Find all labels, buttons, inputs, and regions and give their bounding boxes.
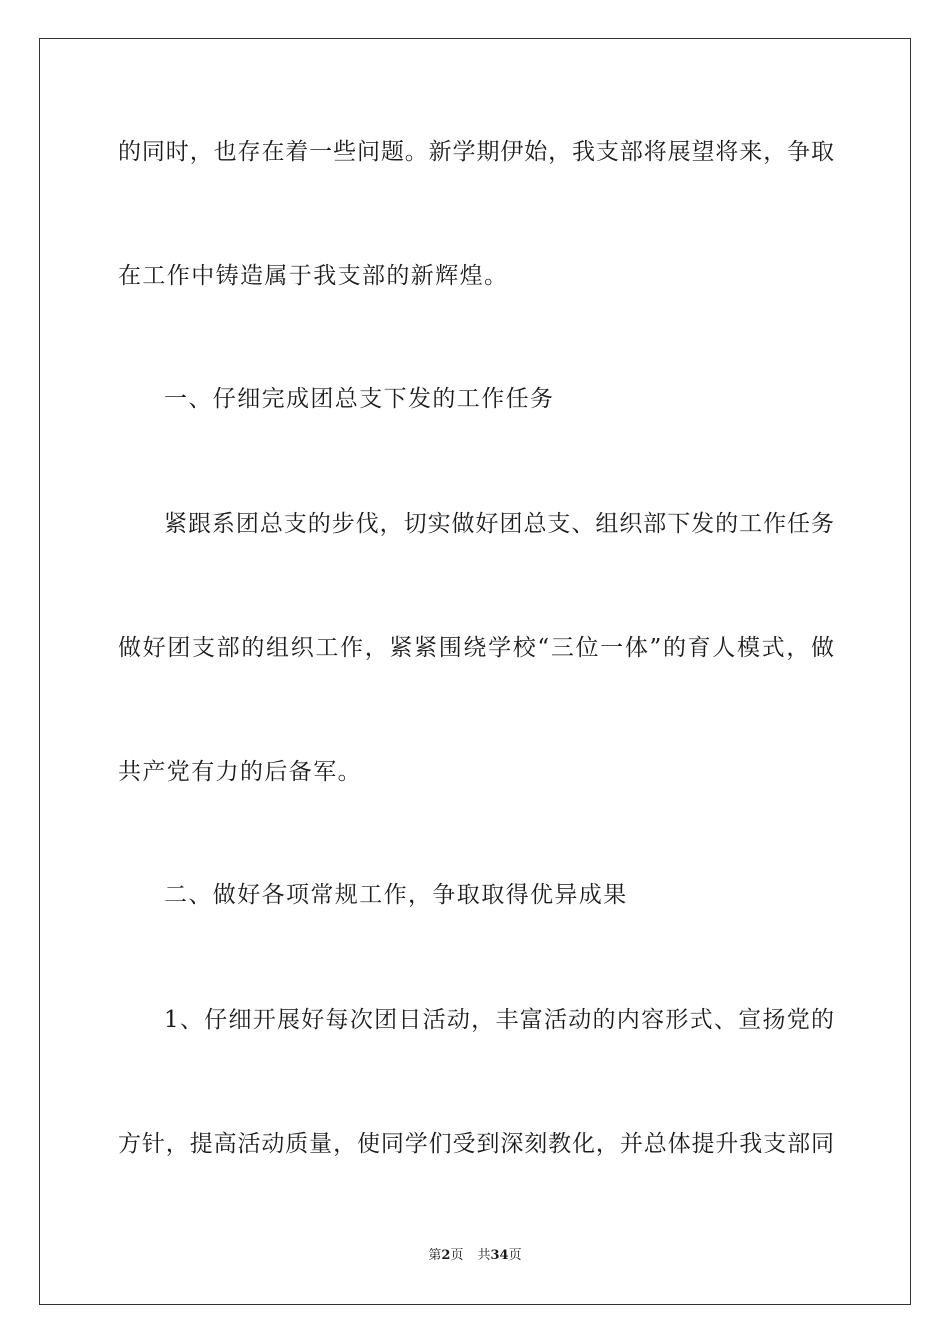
total-pages: 34 — [490, 1248, 509, 1263]
paragraph-line-9: 方针，提高活动质量，使同学们受到深刻教化，并总体提升我支部同 — [118, 1131, 834, 1157]
paragraph-line-4: 紧跟系团总支的步伐，切实做好团总支、组织部下发的工作任务 — [164, 511, 834, 537]
page-prefix: 第 — [428, 1248, 442, 1263]
paragraph-line-1: 的同时，也存在着一些问题。新学期伊始，我支部将展望将来，争取 — [118, 139, 834, 165]
section-heading-2: 二、做好各项常规工作，争取取得优异成果 — [164, 882, 628, 908]
paragraph-line-8: 1、仔细开展好每次团日活动，丰富活动的内容形式、宣扬党的 — [164, 1007, 834, 1033]
paragraph-line-6: 共产党有力的后备军。 — [118, 759, 362, 785]
page-border — [39, 38, 911, 1305]
page-footer — [0, 1247, 950, 1265]
page-number: 2 — [441, 1248, 451, 1263]
paragraph-line-5: 做好团支部的组织工作，紧紧围绕学校“三位一体”的育人模式，做 — [118, 635, 834, 661]
total-prefix: 共 — [477, 1248, 491, 1263]
total-suffix: 页 — [508, 1248, 522, 1263]
paragraph-line-2: 在工作中铸造属于我支部的新辉煌。 — [118, 263, 509, 289]
section-heading-1: 一、仔细完成团总支下发的工作任务 — [164, 386, 555, 412]
page-suffix: 页 — [450, 1248, 464, 1263]
